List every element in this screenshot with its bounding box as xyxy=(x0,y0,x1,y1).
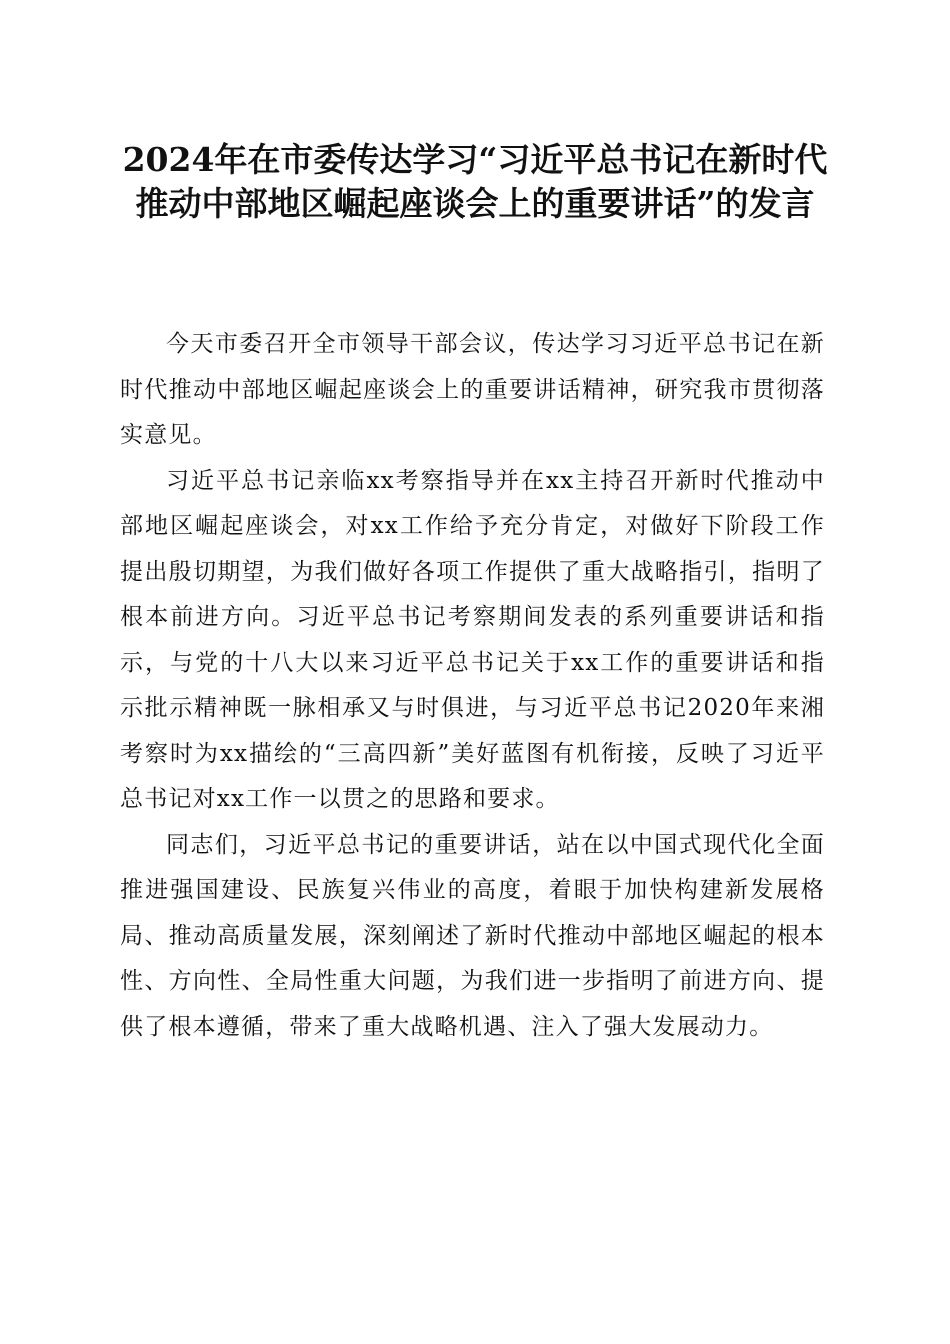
document-body xyxy=(120,322,825,1050)
paragraph-3: 同志们，习近平总书记的重要讲话，站在以中国式现代化全面推进强国建设、民族复兴伟业的高度，着眼于加快构建新发展格局、推动高质量发展，深刻阐述了新时代推动中部地区崛起的根本性、方向性、全局性重大问题，为我们进一步指明了前进方向、提供了根本遵循，带来了重大战略机遇、注入了强大发展动力。 xyxy=(120,831,825,1040)
paragraph-2: 习近平总书记亲临xx考察指导并在xx主持召开新时代推动中部地区崛起座谈会，对xx工作给予充分肯定，对做好下阶段工作提出殷切期望，为我们做好各项工作提供了重大战略指引，指明了根本前进方向。习近平总书记考察期间发表的系列重要讲话和指示，与党的十八大以来习近平总书记关于xx工作的重要讲话和指示批示精神既一脉相承又与时俱进，与习近平总书记2020年来湘考察时为xx描绘的“三高四新”美好蓝图有机衔接，反映了习近平总书记对xx工作一以贯之的思路和要求。 xyxy=(120,467,825,812)
paragraph-1: 今天市委召开全市领导干部会议，传达学习习近平总书记在新时代推动中部地区崛起座谈会上的重要讲话精神，研究我市贯彻落实意见。 xyxy=(120,331,825,448)
document-title: 2024年在市委传达学习“习近平总书记在新时代推动中部地区崛起座谈会上的重要讲话”的发言 xyxy=(122,140,828,223)
